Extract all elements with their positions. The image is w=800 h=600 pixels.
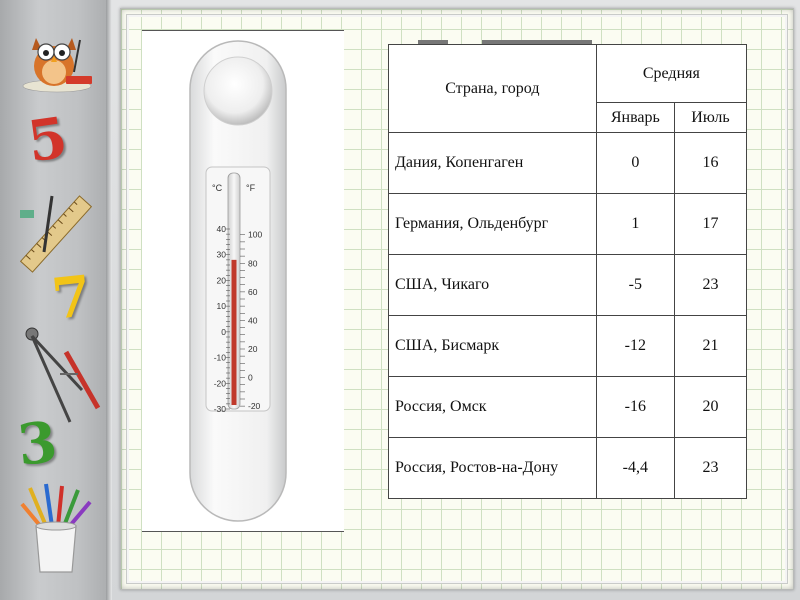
table-row <box>389 377 747 438</box>
thermometer-icon <box>142 31 344 531</box>
fahrenheit-tick-label: 80 <box>248 258 258 269</box>
celsius-tick-label: 0 <box>221 326 226 337</box>
january-cell: -5 <box>596 255 674 316</box>
temperature-table <box>388 44 747 498</box>
fahrenheit-tick-label: 0 <box>248 372 253 383</box>
digit-seven: 7 <box>48 263 95 333</box>
left-decor-strip <box>0 0 112 600</box>
city-cell: США, Чикаго <box>389 255 597 316</box>
table-row <box>389 255 747 316</box>
header-january: Январь <box>596 103 674 133</box>
january-cell: -4,4 <box>596 438 674 499</box>
july-cell: 16 <box>674 133 746 194</box>
city-cell: Дания, Копенгаген <box>389 133 597 194</box>
digit-three: 3 <box>14 409 61 479</box>
fahrenheit-tick-label: 100 <box>248 229 263 240</box>
fahrenheit-tick-label: -20 <box>248 401 261 412</box>
compass-icon <box>18 322 102 426</box>
header-average: Средняя <box>596 45 746 103</box>
celsius-tick-label: 30 <box>216 249 226 260</box>
table-row <box>389 438 747 499</box>
city-cell: Россия, Омск <box>389 377 597 438</box>
fahrenheit-unit-label: °F <box>246 183 256 193</box>
celsius-tick-label: 10 <box>216 301 226 312</box>
pencil-cup-icon <box>16 482 96 578</box>
city-cell: Россия, Ростов-на-Дону <box>389 438 597 499</box>
celsius-tick-label: -10 <box>213 352 226 363</box>
january-cell: -12 <box>596 316 674 377</box>
january-cell: 1 <box>596 194 674 255</box>
owl-icon <box>14 20 100 94</box>
city-cell: США, Бисмарк <box>389 316 597 377</box>
celsius-unit-label: °C <box>212 183 223 193</box>
celsius-tick-label: 20 <box>216 275 226 286</box>
city-cell: Германия, Ольденбург <box>389 194 597 255</box>
header-july: Июль <box>674 103 746 133</box>
table-row <box>389 133 747 194</box>
celsius-tick-label: 40 <box>216 224 226 234</box>
july-cell: 17 <box>674 194 746 255</box>
january-cell: -16 <box>596 377 674 438</box>
digit-five: 5 <box>23 104 72 176</box>
fahrenheit-tick-label: 40 <box>248 315 258 326</box>
july-cell: 23 <box>674 255 746 316</box>
thermometer-image <box>142 30 344 532</box>
celsius-tick-label: -30 <box>213 404 226 414</box>
july-cell: 21 <box>674 316 746 377</box>
fahrenheit-tick-label: 20 <box>248 344 258 354</box>
table-row <box>389 194 747 255</box>
july-cell: 20 <box>674 377 746 438</box>
january-cell: 0 <box>596 133 674 194</box>
mercury-column <box>232 260 237 405</box>
fahrenheit-tick-label: 60 <box>248 286 258 297</box>
table-row <box>389 316 747 377</box>
header-country-city: Страна, город <box>389 45 597 133</box>
celsius-tick-label: -20 <box>213 378 226 389</box>
july-cell: 23 <box>674 438 746 499</box>
